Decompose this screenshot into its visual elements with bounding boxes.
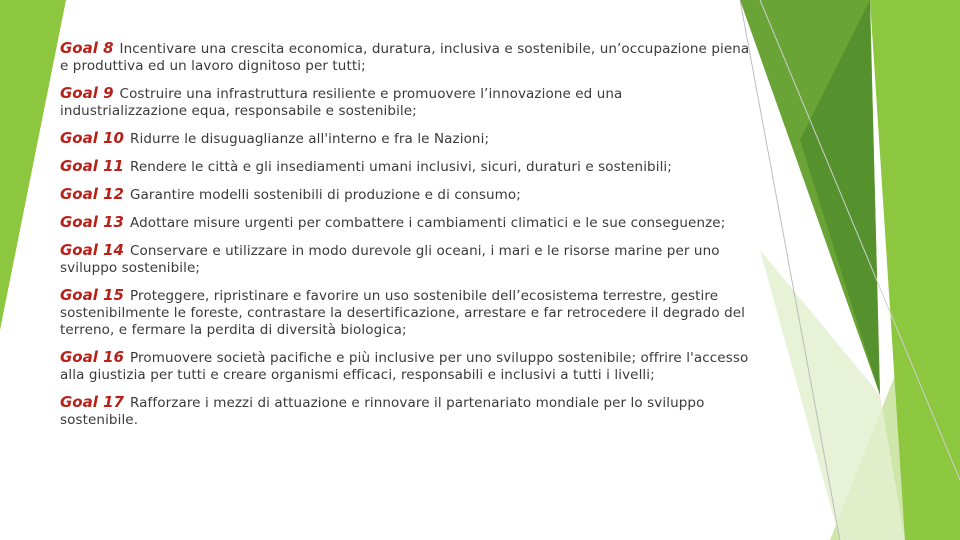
goal-item [60, 287, 750, 339]
goal-text: Costruire una infrastruttura resiliente e promuovere l’innovazione ed una industrializzazione equa, responsabile e sostenibile; [60, 86, 623, 119]
goal-text: Garantire modelli sostenibili di produzione e di consumo; [129, 187, 521, 203]
goal-item [60, 214, 750, 232]
goal-item [60, 394, 750, 429]
goal-text: Ridurre le disuguaglianze all'interno e fra le Nazioni; [129, 131, 490, 147]
goal-text: Adottare misure urgenti per combattere i cambiamenti climatici e le sue conseguenze; [129, 215, 726, 231]
goal-text: Conservare e utilizzare in modo durevole gli oceani, i mari e le risorse marine per uno sviluppo sostenibile; [60, 243, 720, 276]
goal-item [60, 85, 750, 120]
goal-label: Goal 10 [60, 129, 124, 147]
goal-item [60, 186, 750, 204]
goal-text: Rendere le città e gli insediamenti umani inclusivi, sicuri, duraturi e sostenibili; [129, 159, 672, 175]
goal-label: Goal 13 [60, 213, 124, 231]
goal-item [60, 242, 750, 277]
goal-item [60, 349, 750, 384]
goal-item [60, 130, 750, 148]
goal-text: Promuovere società pacifiche e più inclusive per uno sviluppo sostenibile; offrire l'accesso alla giustizia per tutti e creare organismi efficaci, responsabili e inclusivi a tutti i livelli; [60, 350, 749, 383]
goal-label: Goal 14 [60, 241, 124, 259]
goal-label: Goal 9 [60, 84, 114, 102]
goal-label: Goal 8 [60, 39, 114, 57]
goal-label: Goal 17 [60, 393, 124, 411]
goal-item [60, 40, 750, 75]
goal-text: Proteggere, ripristinare e favorire un uso sostenibile dell’ecosistema terrestre, gestire sostenibilmente le foreste, contrastare la desertificazione, arrestare e far retrocedere il degrado del terreno, e fermare la perdita di diversità biologica; [60, 288, 745, 338]
goal-label: Goal 16 [60, 348, 124, 366]
left-green-strip [0, 0, 66, 330]
goal-item [60, 158, 750, 176]
goal-text: Incentivare una crescita economica, duratura, inclusiva e sostenibile, un’occupazione piena e produttiva ed un lavoro dignitoso per tutti; [60, 41, 750, 74]
goals-list [60, 40, 750, 439]
goal-label: Goal 12 [60, 185, 124, 203]
goal-label: Goal 15 [60, 286, 124, 304]
right-pale-facet [760, 250, 905, 540]
goal-text: Rafforzare i mezzi di attuazione e rinnovare il partenariato mondiale per lo sviluppo sostenibile. [60, 395, 705, 428]
goal-label: Goal 11 [60, 157, 124, 175]
